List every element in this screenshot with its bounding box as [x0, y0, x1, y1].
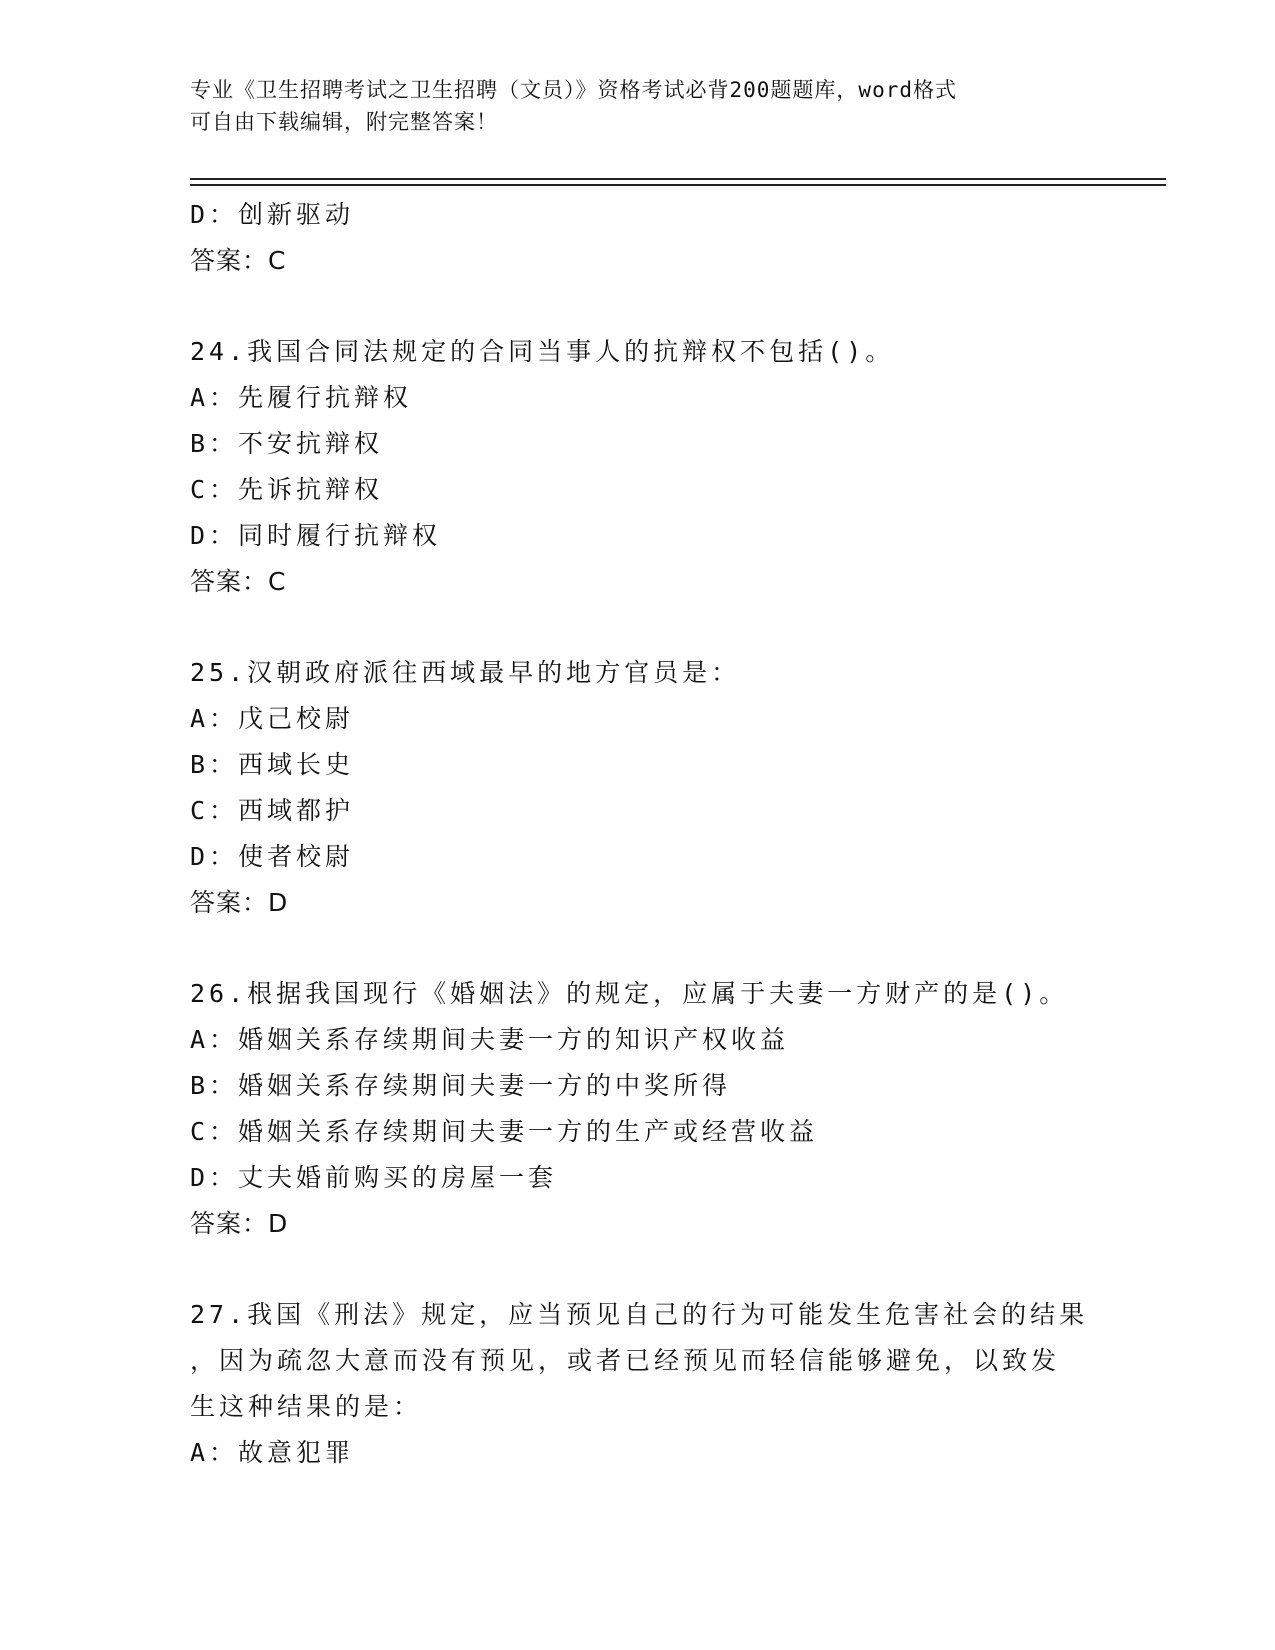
carryover-option-d: D：创新驱动: [190, 200, 355, 229]
question-26-option-b: B：婚姻关系存续期间夫妻一方的中奖所得: [190, 1071, 732, 1100]
header-line-2: 可自由下载编辑，附完整答案！: [190, 110, 498, 134]
spacer: [190, 605, 1090, 650]
spacer: [190, 926, 1090, 971]
document-header: [190, 74, 1090, 138]
question-24: [190, 329, 1090, 605]
question-25-option-d: D：使者校尉: [190, 842, 355, 871]
question-24-option-c: C：先诉抗辩权: [190, 475, 384, 504]
question-27-stem-line-1: 27.我国《刑法》规定，应当预见自己的行为可能发生危害社会的结果: [190, 1300, 1089, 1329]
question-24-option-b: B：不安抗辩权: [190, 429, 384, 458]
header-rule-top: [190, 178, 1166, 180]
question-24-answer: 答案：C: [190, 567, 287, 596]
question-26-option-d: D：丈夫婚前购买的房屋一套: [190, 1163, 558, 1192]
question-25-option-a: A：戊己校尉: [190, 704, 355, 733]
question-25-option-b: B：西域长史: [190, 750, 355, 779]
question-25-stem: 25.汉朝政府派往西域最早的地方官员是：: [190, 658, 741, 687]
question-27-stem-line-3: 生这种结果的是：: [190, 1392, 423, 1421]
question-27-option-a: A：故意犯罪: [190, 1438, 355, 1467]
question-26-option-a: A：婚姻关系存续期间夫妻一方的知识产权收益: [190, 1025, 790, 1054]
question-24-option-d: D：同时履行抗辩权: [190, 521, 442, 550]
header-rule-bottom: [190, 184, 1166, 186]
question-list: [190, 192, 1090, 1476]
spacer: [190, 284, 1090, 329]
question-27: [190, 1292, 1090, 1476]
header-line-1: 专业《卫生招聘考试之卫生招聘（文员）》资格考试必背200题题库，word格式: [190, 78, 957, 102]
question-26: [190, 971, 1090, 1247]
question-24-option-a: A：先履行抗辩权: [190, 383, 413, 412]
question-26-stem: 26.根据我国现行《婚姻法》的规定，应属于夫妻一方财产的是()。: [190, 979, 1069, 1008]
question-24-stem: 24.我国合同法规定的合同当事人的抗辩权不包括()。: [190, 337, 895, 366]
question-25-option-c: C：西域都护: [190, 796, 355, 825]
question-25-answer: 答案：D: [190, 888, 289, 917]
question-26-answer: 答案：D: [190, 1209, 289, 1238]
carryover-answer: 答案：C: [190, 246, 287, 275]
question-27-stem-line-2: ，因为疏忽大意而没有预见，或者已经预见而轻信能够避免，以致发: [190, 1346, 1061, 1375]
question-26-option-c: C：婚姻关系存续期间夫妻一方的生产或经营收益: [190, 1117, 819, 1146]
question-25: [190, 650, 1090, 926]
spacer: [190, 1247, 1090, 1292]
